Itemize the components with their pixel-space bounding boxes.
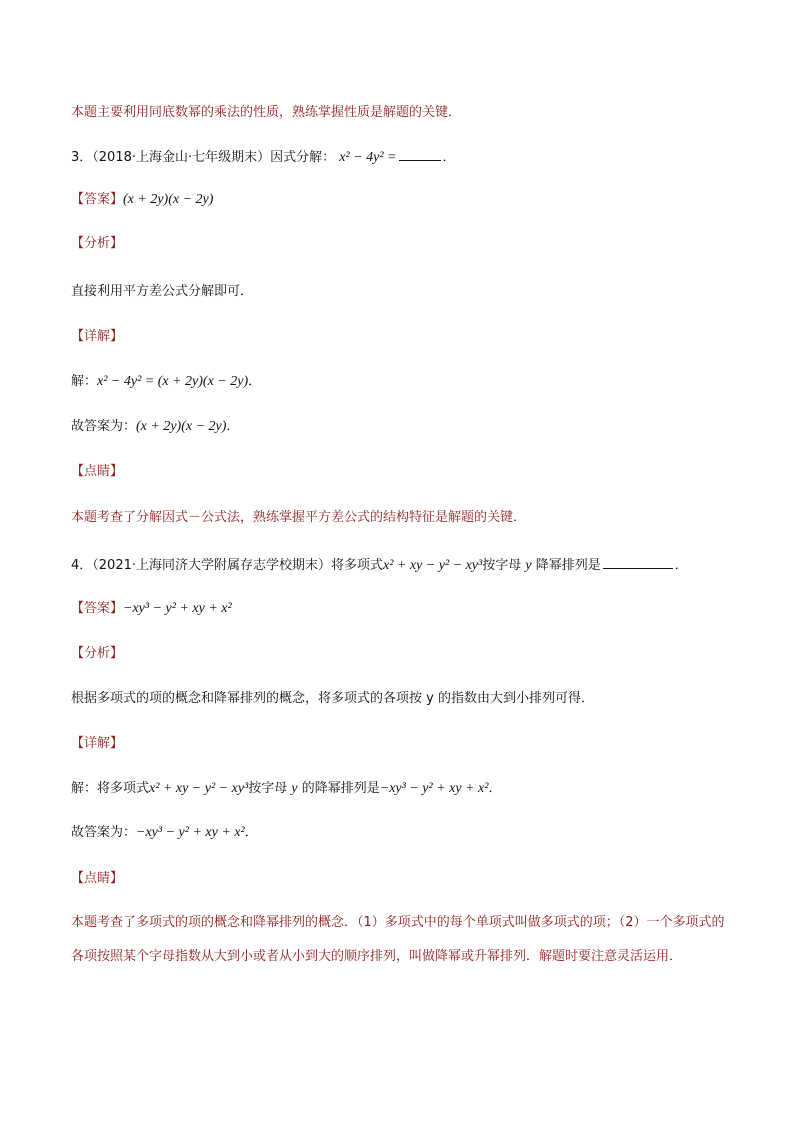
sentence-end: ． <box>248 374 262 389</box>
answer-blank <box>603 555 673 569</box>
question-3 <box>71 147 731 167</box>
conclusion-prefix: 故答案为： <box>71 419 137 434</box>
q4-analysis-label: 【分析】 <box>71 646 124 661</box>
answer-label: 【答案】 <box>71 601 124 616</box>
q4-detail-label: 【详解】 <box>71 736 124 751</box>
q3-analysis-text: 直接利用平方差公式分解即可． <box>71 284 254 299</box>
question-tail: 降幂排列是 <box>535 558 601 573</box>
sentence-end: ． <box>674 558 688 573</box>
conclusion-prefix: 故答案为： <box>71 825 137 840</box>
detail-mid: 按字母 <box>248 781 288 796</box>
question-number: 4． <box>71 558 93 573</box>
question-expression: x² − 4y² = <box>339 150 397 165</box>
answer-blank <box>399 147 441 161</box>
detail-letter: y <box>291 781 298 796</box>
q3-detail-label: 【详解】 <box>71 329 124 344</box>
question-expression: x² + xy − y² − xy³ <box>383 558 483 573</box>
question-mid: 按字母 <box>482 558 522 573</box>
detail-expression: x² − 4y² = (x + 2y)(x − 2y) <box>97 374 249 389</box>
sentence-end: ． <box>488 781 502 796</box>
conclusion-expression: (x + 2y)(x − 2y) <box>136 419 227 434</box>
detail-prefix: 解： <box>71 374 98 389</box>
question-letter: y <box>525 558 532 573</box>
sentence-end: ． <box>442 150 456 165</box>
answer-label: 【答案】 <box>71 192 124 207</box>
q2-comment-text: 本题主要利用同底数幂的乘法的性质，熟练掌握性质是解题的关键． <box>71 105 462 120</box>
q3-comment-label: 【点睛】 <box>71 464 124 479</box>
q4-answer <box>71 600 731 618</box>
sentence-end: ． <box>244 825 258 840</box>
answer-value: −xy³ − y² + xy + x² <box>123 601 232 616</box>
question-4 <box>71 555 731 575</box>
detail-tail: 的降幂排列是 <box>301 781 380 796</box>
q3-conclusion <box>71 418 731 436</box>
conclusion-expression: −xy³ − y² + xy + x² <box>136 825 245 840</box>
question-source: （2018·上海金山·七年级期末）因式分解： <box>92 150 336 165</box>
q3-comment-text: 本题考查了分解因式－公式法，熟练掌握平方差公式的结构特征是解题的关键． <box>71 510 527 525</box>
q4-comment-label: 【点睛】 <box>71 871 124 886</box>
sentence-end: ． <box>226 419 240 434</box>
q4-comment-text: 本题考查了多项式的项的概念和降幂排列的概念．（1）多项式中的每个单项式叫做多项式的项；（2）一个多项式的各项按照某个字母指数从大到小或者从小到大的顺序排列，叫做降幂或升幂排列．解题时要注意灵活运用． <box>71 915 725 964</box>
detail-prefix: 解：将多项式 <box>71 781 150 796</box>
question-source: （2021·上海同济大学附属存志学校期末）将多项式 <box>92 558 383 573</box>
q3-detail-text <box>71 373 731 391</box>
q4-analysis-text: 根据多项式的项的概念和降幂排列的概念，将多项式的各项按 y 的指数由大到小排列可得． <box>71 691 594 706</box>
detail-expression: x² + xy − y² − xy³ <box>149 781 249 796</box>
q4-detail-text <box>71 780 731 798</box>
answer-value: (x + 2y)(x − 2y) <box>123 192 214 207</box>
q3-analysis-label: 【分析】 <box>71 236 124 251</box>
q3-answer <box>71 191 731 209</box>
question-number: 3． <box>71 150 93 165</box>
q4-conclusion <box>71 824 731 842</box>
detail-result: −xy³ − y² + xy + x² <box>379 781 489 796</box>
